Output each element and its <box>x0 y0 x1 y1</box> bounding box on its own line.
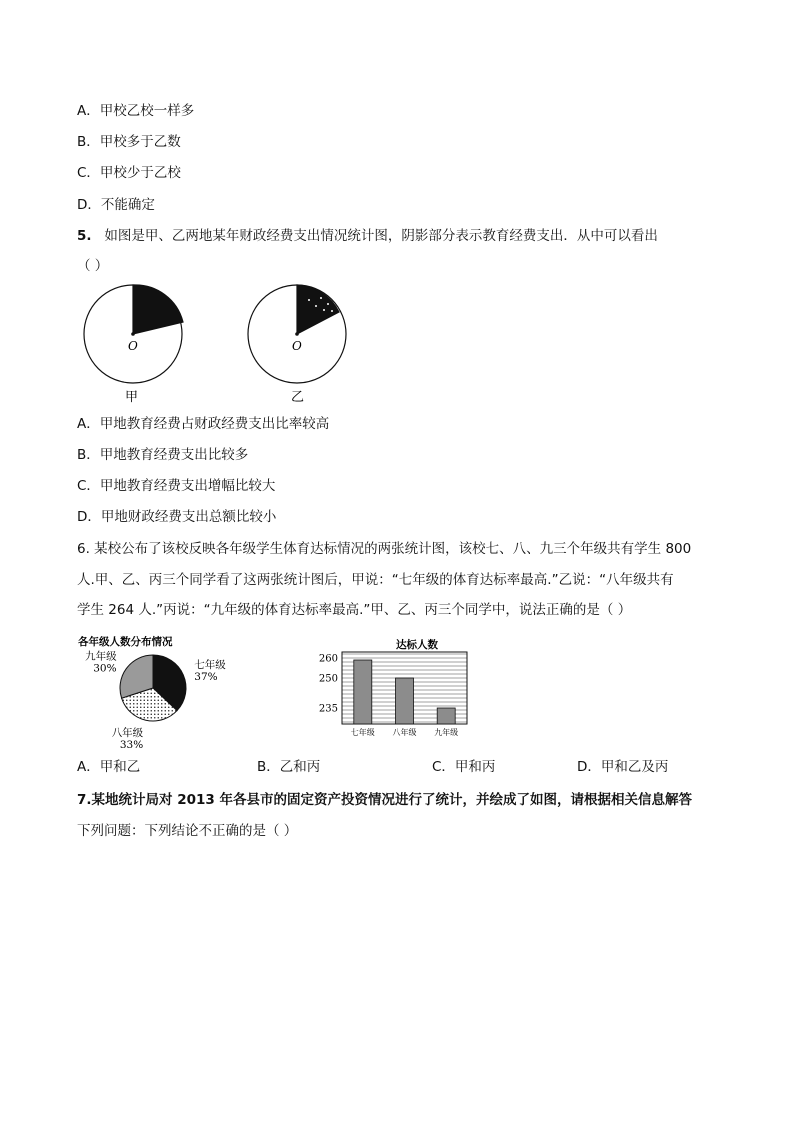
pie-a-center-label: O <box>128 339 138 353</box>
q4-option-c: C．甲校少于乙校 <box>77 165 181 181</box>
pie-b <box>248 285 346 405</box>
pie-value-label: 33% <box>119 738 144 751</box>
q5-option-d: D．甲地财政经费支出总额比较小 <box>77 509 277 525</box>
q6-stem-line3: 学生 264 人.”丙说：“九年级的体育达标率最高.”甲、乙、丙三个同学中，说法正确的是（ ） <box>77 602 632 618</box>
bar <box>437 708 455 724</box>
q5-stem-line2: （ ） <box>77 258 109 274</box>
q5-number: 5. <box>77 228 92 244</box>
pie-chart-title: 各年级人数分布情况 <box>78 636 173 648</box>
grade-distribution-pie-chart <box>76 632 246 752</box>
pie-category-label: 九年级 <box>85 650 117 663</box>
q6-option-a: A．甲和乙 <box>77 759 141 775</box>
bar-chart-title: 达标人数 <box>396 639 438 651</box>
pie-b-center-label: O <box>292 339 302 353</box>
q4-option-d: D．不能确定 <box>77 197 155 213</box>
q6-stem-line2: 人.甲、乙、丙三个同学看了这两张统计图后，甲说：“七年级的体育达标率最高.”乙说：“八年级共有 <box>77 572 674 588</box>
bar-category-label: 九年级 <box>434 728 459 737</box>
q6-option-b: B．乙和丙 <box>257 759 321 775</box>
pie-category-label: 七年级 <box>194 659 226 672</box>
q5-stem <box>77 226 658 246</box>
q4-option-a: A．甲校乙校一样多 <box>77 103 195 119</box>
bar-category-label: 八年级 <box>392 728 417 737</box>
q5-pie-figures <box>80 284 380 406</box>
q6-option-d: D．甲和乙及丙 <box>577 759 669 775</box>
q5-option-a: A．甲地教育经费占财政经费支出比率较高 <box>77 416 330 432</box>
q6-option-c: C．甲和丙 <box>432 759 496 775</box>
bar <box>354 660 372 724</box>
bar-category-label: 七年级 <box>350 728 375 737</box>
q5-stem-line1: 如图是甲、乙两地某年财政经费支出情况统计图，阴影部分表示教育经费支出．从中可以看出 <box>104 228 658 244</box>
y-tick-label: 250 <box>318 673 338 685</box>
q7-stem-line1: 7.某地统计局对 2013 年各县市的固定资产投资情况进行了统计，并绘成了如图，请根据相关信息解答 <box>77 792 692 808</box>
q4-option-b: B．甲校多于乙数 <box>77 134 181 150</box>
pie-a <box>84 285 183 405</box>
y-tick-label: 260 <box>318 653 338 665</box>
bar <box>396 678 414 724</box>
pie-b-caption: 乙 <box>291 390 305 405</box>
q5-option-b: B．甲地教育经费支出比较多 <box>77 447 249 463</box>
pie-a-caption: 甲 <box>125 390 139 405</box>
y-tick-label: 235 <box>318 703 338 715</box>
pie-category-label: 八年级 <box>111 726 144 739</box>
pass-count-bar-chart <box>306 636 478 740</box>
pie-value-label: 37% <box>194 671 218 684</box>
q7-stem-line2: 下列问题：下列结论不正确的是（ ） <box>77 823 298 839</box>
q6-stem-line1: 6. 某校公布了该校反映各年级学生体育达标情况的两张统计图，该校七、八、九三个年级共有学生 800 <box>77 541 692 557</box>
q5-option-c: C．甲地教育经费支出增幅比较大 <box>77 478 276 494</box>
pie-value-label: 30% <box>93 662 117 675</box>
